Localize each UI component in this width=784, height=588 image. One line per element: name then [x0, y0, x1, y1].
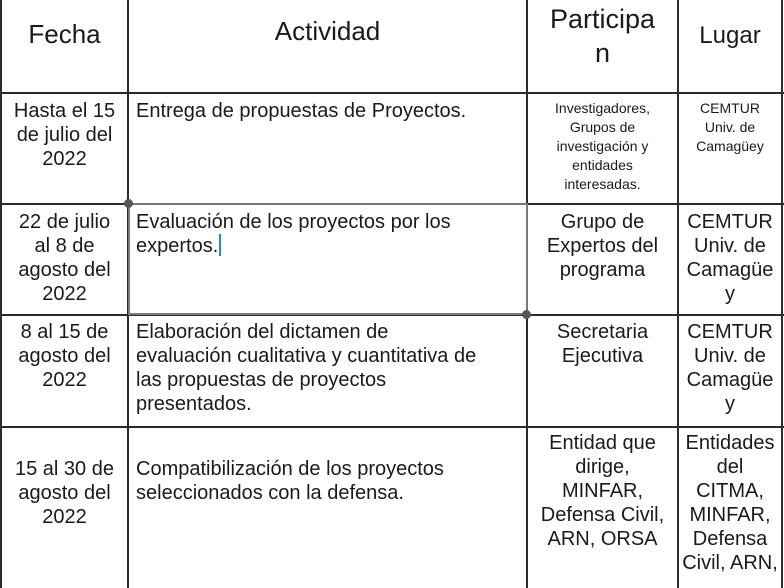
- row1-participan: Investigadores, Grupos de investigación y entidades interesadas.: [555, 100, 650, 192]
- row4-actividad: Compatibilización de los proyectos seleccionados con la defensa.: [136, 458, 444, 504]
- row-divider-3: [0, 426, 784, 428]
- header-participan: Participa n: [549, 4, 656, 68]
- row4-participan: Entidad que dirige, MINFAR, Defensa Civil, ARN, ORSA: [540, 432, 665, 550]
- selection-handle-bottom-right[interactable]: [522, 310, 531, 319]
- row2-participan: Grupo de Expertos del programa: [546, 211, 659, 281]
- row3-actividad: Elaboración del dictamen de evaluación cualitativa y cuantitativa de las propuestas de proyectos presentados.: [136, 321, 477, 415]
- row1-lugar: CEMTUR Univ. de Camagüey: [696, 100, 764, 154]
- row-divider-2: [0, 314, 784, 316]
- column-divider-1: [127, 0, 129, 588]
- row2-lugar: CEMTUR Univ. de Camagüe y: [686, 211, 774, 305]
- row3-participan: Secretaria Ejecutiva: [556, 321, 649, 367]
- header-fecha: Fecha: [28, 19, 101, 49]
- row1-fecha: Hasta el 15 de julio del 2022: [13, 100, 116, 170]
- row2-actividad[interactable]: [136, 210, 524, 310]
- selection-handle-top-left[interactable]: [124, 199, 133, 208]
- row3-fecha: 8 al 15 de agosto del 2022: [18, 321, 111, 391]
- row2-fecha: 22 de julio al 8 de agosto del 2022: [18, 211, 111, 305]
- text-cursor: [219, 234, 221, 256]
- row-divider-header: [0, 92, 784, 94]
- row-divider-1: [0, 203, 784, 205]
- row3-lugar: CEMTUR Univ. de Camagüe y: [686, 321, 774, 415]
- row4-lugar: Entidades del CITMA, MINFAR, Defensa Civil, ARN,: [682, 432, 778, 574]
- row2-actividad-text: Evaluación de los proyectos por los expertos.: [136, 211, 451, 257]
- row1-actividad: Entrega de propuestas de Proyectos.: [136, 100, 467, 122]
- row4-fecha: 15 al 30 de agosto del 2022: [15, 458, 114, 528]
- table-border-right: [781, 0, 783, 588]
- header-actividad: Actividad: [274, 16, 381, 46]
- header-lugar: Lugar: [699, 22, 761, 49]
